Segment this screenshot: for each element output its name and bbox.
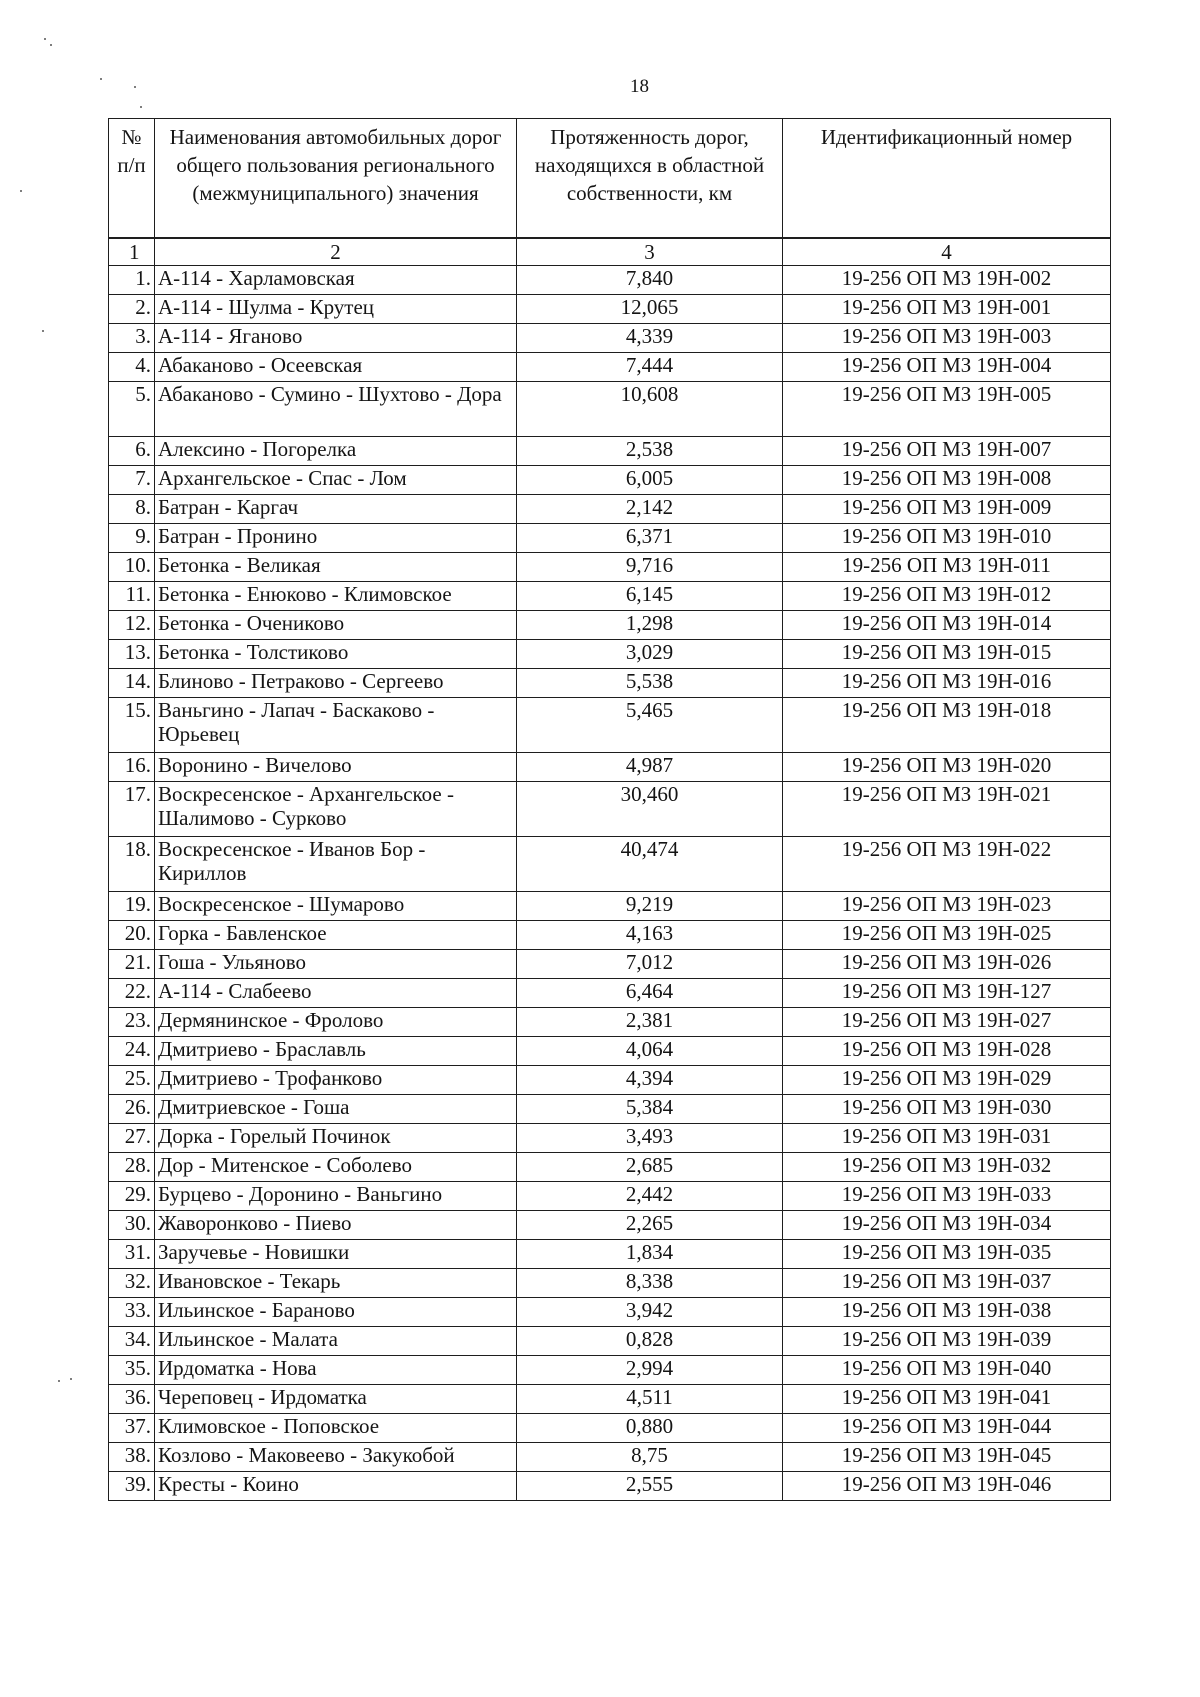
table-header-row [109, 119, 1111, 239]
road-identifier: 19-256 ОП МЗ 19Н-025 [783, 921, 1111, 950]
table-row [109, 553, 1111, 582]
road-identifier: 19-256 ОП МЗ 19Н-034 [783, 1211, 1111, 1240]
road-identifier: 19-256 ОП МЗ 19Н-018 [783, 698, 1111, 753]
road-name: Абаканово - Осеевская [155, 353, 517, 382]
table-row [109, 921, 1111, 950]
road-length: 3,942 [517, 1298, 783, 1327]
road-name: Воскресенское - Шумарово [155, 892, 517, 921]
road-length: 10,608 [517, 382, 783, 437]
road-length: 4,987 [517, 753, 783, 782]
road-name: Ильинское - Бараново [155, 1298, 517, 1327]
table-row [109, 1327, 1111, 1356]
scan-speck [20, 190, 22, 192]
table-row [109, 1095, 1111, 1124]
row-number: 9. [109, 524, 155, 553]
row-number: 30. [109, 1211, 155, 1240]
row-number: 12. [109, 611, 155, 640]
row-number: 13. [109, 640, 155, 669]
road-name: Ильинское - Малата [155, 1327, 517, 1356]
scan-speck [100, 78, 102, 80]
column-number: 2 [155, 238, 517, 266]
row-number: 25. [109, 1066, 155, 1095]
table-row [109, 324, 1111, 353]
road-length: 1,834 [517, 1240, 783, 1269]
road-identifier: 19-256 ОП МЗ 19Н-035 [783, 1240, 1111, 1269]
row-number: 27. [109, 1124, 155, 1153]
row-number: 28. [109, 1153, 155, 1182]
table-row [109, 669, 1111, 698]
road-length: 3,029 [517, 640, 783, 669]
road-name: Батран - Пронино [155, 524, 517, 553]
table-row [109, 611, 1111, 640]
road-name: Козлово - Маковеево - Закукобой [155, 1443, 517, 1472]
table-row [109, 950, 1111, 979]
table-row [109, 582, 1111, 611]
table-row [109, 1443, 1111, 1472]
road-length: 9,716 [517, 553, 783, 582]
road-length: 1,298 [517, 611, 783, 640]
road-identifier: 19-256 ОП МЗ 19Н-012 [783, 582, 1111, 611]
road-identifier: 19-256 ОП МЗ 19Н-004 [783, 353, 1111, 382]
road-name: Кресты - Коино [155, 1472, 517, 1501]
road-length: 2,538 [517, 437, 783, 466]
road-length: 6,371 [517, 524, 783, 553]
table-row [109, 353, 1111, 382]
table-row [109, 1066, 1111, 1095]
row-number: 33. [109, 1298, 155, 1327]
road-name: А-114 - Шулма - Крутец [155, 295, 517, 324]
scan-speck [58, 1380, 60, 1382]
column-number: 1 [109, 238, 155, 266]
table-row [109, 437, 1111, 466]
row-number: 39. [109, 1472, 155, 1501]
road-name: Воскресенское - Архангельское - Шалимово - Сурково [155, 782, 517, 837]
table-row [109, 782, 1111, 837]
road-length: 0,880 [517, 1414, 783, 1443]
row-number: 3. [109, 324, 155, 353]
road-name: Ивановское - Текарь [155, 1269, 517, 1298]
road-name: Дор - Митенское - Соболево [155, 1153, 517, 1182]
road-length: 6,145 [517, 582, 783, 611]
table-row [109, 1298, 1111, 1327]
row-number: 1. [109, 266, 155, 295]
row-number: 16. [109, 753, 155, 782]
road-name: Воронино - Вичелово [155, 753, 517, 782]
table-row [109, 495, 1111, 524]
table-row [109, 1211, 1111, 1240]
table-row [109, 892, 1111, 921]
road-identifier: 19-256 ОП МЗ 19Н-001 [783, 295, 1111, 324]
table-row [109, 1472, 1111, 1501]
road-length: 6,464 [517, 979, 783, 1008]
road-name: А-114 - Харламовская [155, 266, 517, 295]
table-row [109, 466, 1111, 495]
roads-table [108, 118, 1111, 1501]
road-length: 4,511 [517, 1385, 783, 1414]
road-identifier: 19-256 ОП МЗ 19Н-046 [783, 1472, 1111, 1501]
road-identifier: 19-256 ОП МЗ 19Н-010 [783, 524, 1111, 553]
row-number: 19. [109, 892, 155, 921]
road-identifier: 19-256 ОП МЗ 19Н-041 [783, 1385, 1111, 1414]
table-row [109, 295, 1111, 324]
table-row [109, 698, 1111, 753]
road-name: Дмитриевское - Гоша [155, 1095, 517, 1124]
road-identifier: 19-256 ОП МЗ 19Н-016 [783, 669, 1111, 698]
row-number: 37. [109, 1414, 155, 1443]
road-length: 2,994 [517, 1356, 783, 1385]
road-length: 5,384 [517, 1095, 783, 1124]
road-length: 3,493 [517, 1124, 783, 1153]
row-number: 4. [109, 353, 155, 382]
road-length: 4,064 [517, 1037, 783, 1066]
table-row [109, 1008, 1111, 1037]
road-name: Гоша - Ульяново [155, 950, 517, 979]
road-identifier: 19-256 ОП МЗ 19Н-029 [783, 1066, 1111, 1095]
row-number: 14. [109, 669, 155, 698]
road-name: Дмитриево - Трофанково [155, 1066, 517, 1095]
road-name: Заручевье - Новишки [155, 1240, 517, 1269]
road-identifier: 19-256 ОП МЗ 19Н-031 [783, 1124, 1111, 1153]
road-identifier: 19-256 ОП МЗ 19Н-020 [783, 753, 1111, 782]
table-row [109, 1182, 1111, 1211]
table-row [109, 753, 1111, 782]
row-number: 10. [109, 553, 155, 582]
road-name: Климовское - Поповское [155, 1414, 517, 1443]
road-name: Бетонка - Енюково - Климовское [155, 582, 517, 611]
header-identifier: Идентификационный номер [783, 119, 1111, 239]
road-name: Бетонка - Толстиково [155, 640, 517, 669]
road-identifier: 19-256 ОП МЗ 19Н-039 [783, 1327, 1111, 1356]
row-number: 32. [109, 1269, 155, 1298]
road-name: Дмитриево - Браславль [155, 1037, 517, 1066]
row-number: 2. [109, 295, 155, 324]
road-length: 2,265 [517, 1211, 783, 1240]
row-number: 17. [109, 782, 155, 837]
road-length: 2,685 [517, 1153, 783, 1182]
road-identifier: 19-256 ОП МЗ 19Н-023 [783, 892, 1111, 921]
row-number: 18. [109, 837, 155, 892]
row-number: 8. [109, 495, 155, 524]
road-identifier: 19-256 ОП МЗ 19Н-003 [783, 324, 1111, 353]
road-identifier: 19-256 ОП МЗ 19Н-030 [783, 1095, 1111, 1124]
road-length: 0,828 [517, 1327, 783, 1356]
road-length: 2,142 [517, 495, 783, 524]
road-identifier: 19-256 ОП МЗ 19Н-027 [783, 1008, 1111, 1037]
road-identifier: 19-256 ОП МЗ 19Н-009 [783, 495, 1111, 524]
row-number: 22. [109, 979, 155, 1008]
scan-speck [44, 38, 46, 40]
scan-speck [70, 1378, 72, 1380]
row-number: 31. [109, 1240, 155, 1269]
scan-speck [42, 330, 44, 332]
table-row [109, 524, 1111, 553]
scan-speck [134, 86, 136, 88]
table-row [109, 382, 1111, 437]
road-identifier: 19-256 ОП МЗ 19Н-045 [783, 1443, 1111, 1472]
road-identifier: 19-256 ОП МЗ 19Н-021 [783, 782, 1111, 837]
table-row [109, 1385, 1111, 1414]
road-name: Архангельское - Спас - Лом [155, 466, 517, 495]
row-number: 5. [109, 382, 155, 437]
table-row [109, 266, 1111, 295]
row-number: 35. [109, 1356, 155, 1385]
road-identifier: 19-256 ОП МЗ 19Н-005 [783, 382, 1111, 437]
road-identifier: 19-256 ОП МЗ 19Н-022 [783, 837, 1111, 892]
road-identifier: 19-256 ОП МЗ 19Н-038 [783, 1298, 1111, 1327]
row-number: 26. [109, 1095, 155, 1124]
road-length: 2,555 [517, 1472, 783, 1501]
road-length: 6,005 [517, 466, 783, 495]
road-identifier: 19-256 ОП МЗ 19Н-033 [783, 1182, 1111, 1211]
road-name: А-114 - Слабеево [155, 979, 517, 1008]
road-length: 8,75 [517, 1443, 783, 1472]
road-length: 4,339 [517, 324, 783, 353]
table-row [109, 640, 1111, 669]
road-identifier: 19-256 ОП МЗ 19Н-028 [783, 1037, 1111, 1066]
header-road-name: Наименования автомобильных дорог общего пользования регионального (межмуниципального) значения [155, 119, 517, 239]
road-name: Горка - Бавленское [155, 921, 517, 950]
row-number: 34. [109, 1327, 155, 1356]
row-number: 11. [109, 582, 155, 611]
row-number: 36. [109, 1385, 155, 1414]
row-number: 29. [109, 1182, 155, 1211]
road-identifier: 19-256 ОП МЗ 19Н-040 [783, 1356, 1111, 1385]
column-number: 3 [517, 238, 783, 266]
scan-speck [140, 106, 142, 108]
row-number: 23. [109, 1008, 155, 1037]
road-identifier: 19-256 ОП МЗ 19Н-007 [783, 437, 1111, 466]
road-length: 7,012 [517, 950, 783, 979]
road-name: Блиново - Петраково - Сергеево [155, 669, 517, 698]
road-length: 12,065 [517, 295, 783, 324]
road-name: Алексино - Погорелка [155, 437, 517, 466]
road-length: 7,444 [517, 353, 783, 382]
road-identifier: 19-256 ОП МЗ 19Н-015 [783, 640, 1111, 669]
table-row [109, 1153, 1111, 1182]
road-name: Батран - Каргач [155, 495, 517, 524]
road-length: 7,840 [517, 266, 783, 295]
road-length: 4,163 [517, 921, 783, 950]
road-identifier: 19-256 ОП МЗ 19Н-127 [783, 979, 1111, 1008]
road-identifier: 19-256 ОП МЗ 19Н-044 [783, 1414, 1111, 1443]
road-length: 4,394 [517, 1066, 783, 1095]
table-row [109, 1269, 1111, 1298]
row-number: 24. [109, 1037, 155, 1066]
road-identifier: 19-256 ОП МЗ 19Н-008 [783, 466, 1111, 495]
row-number: 15. [109, 698, 155, 753]
road-name: Бетонка - Великая [155, 553, 517, 582]
road-length: 2,381 [517, 1008, 783, 1037]
road-length: 40,474 [517, 837, 783, 892]
table-row [109, 837, 1111, 892]
road-name: Жаворонково - Пиево [155, 1211, 517, 1240]
road-name: Ирдоматка - Нова [155, 1356, 517, 1385]
road-name: Дермянинское - Фролово [155, 1008, 517, 1037]
table-row [109, 1414, 1111, 1443]
road-length: 2,442 [517, 1182, 783, 1211]
road-identifier: 19-256 ОП МЗ 19Н-002 [783, 266, 1111, 295]
road-name: Ваньгино - Лапач - Баскаково - Юрьевец [155, 698, 517, 753]
table-row [109, 1037, 1111, 1066]
road-name: Бурцево - Доронино - Ваньгино [155, 1182, 517, 1211]
road-length: 5,465 [517, 698, 783, 753]
road-name: Дорка - Горелый Починок [155, 1124, 517, 1153]
road-name: А-114 - Яганово [155, 324, 517, 353]
column-number-row [109, 238, 1111, 266]
row-number: 6. [109, 437, 155, 466]
column-number: 4 [783, 238, 1111, 266]
road-name: Бетонка - Очениково [155, 611, 517, 640]
road-name: Череповец - Ирдоматка [155, 1385, 517, 1414]
header-length: Протяженность дорог, находящихся в областной собственности, км [517, 119, 783, 239]
row-number: 21. [109, 950, 155, 979]
table-row [109, 979, 1111, 1008]
table-row [109, 1356, 1111, 1385]
page-number: 18 [630, 76, 649, 97]
road-length: 8,338 [517, 1269, 783, 1298]
road-identifier: 19-256 ОП МЗ 19Н-026 [783, 950, 1111, 979]
road-name: Воскресенское - Иванов Бор - Кириллов [155, 837, 517, 892]
table-row [109, 1240, 1111, 1269]
header-number: № п/п [109, 119, 155, 239]
road-identifier: 19-256 ОП МЗ 19Н-032 [783, 1153, 1111, 1182]
road-name: Абаканово - Сумино - Шухтово - Дора [155, 382, 517, 437]
row-number: 7. [109, 466, 155, 495]
road-identifier: 19-256 ОП МЗ 19Н-011 [783, 553, 1111, 582]
road-identifier: 19-256 ОП МЗ 19Н-014 [783, 611, 1111, 640]
scan-speck [50, 44, 52, 46]
road-length: 5,538 [517, 669, 783, 698]
road-length: 30,460 [517, 782, 783, 837]
row-number: 38. [109, 1443, 155, 1472]
road-identifier: 19-256 ОП МЗ 19Н-037 [783, 1269, 1111, 1298]
road-length: 9,219 [517, 892, 783, 921]
table-row [109, 1124, 1111, 1153]
row-number: 20. [109, 921, 155, 950]
